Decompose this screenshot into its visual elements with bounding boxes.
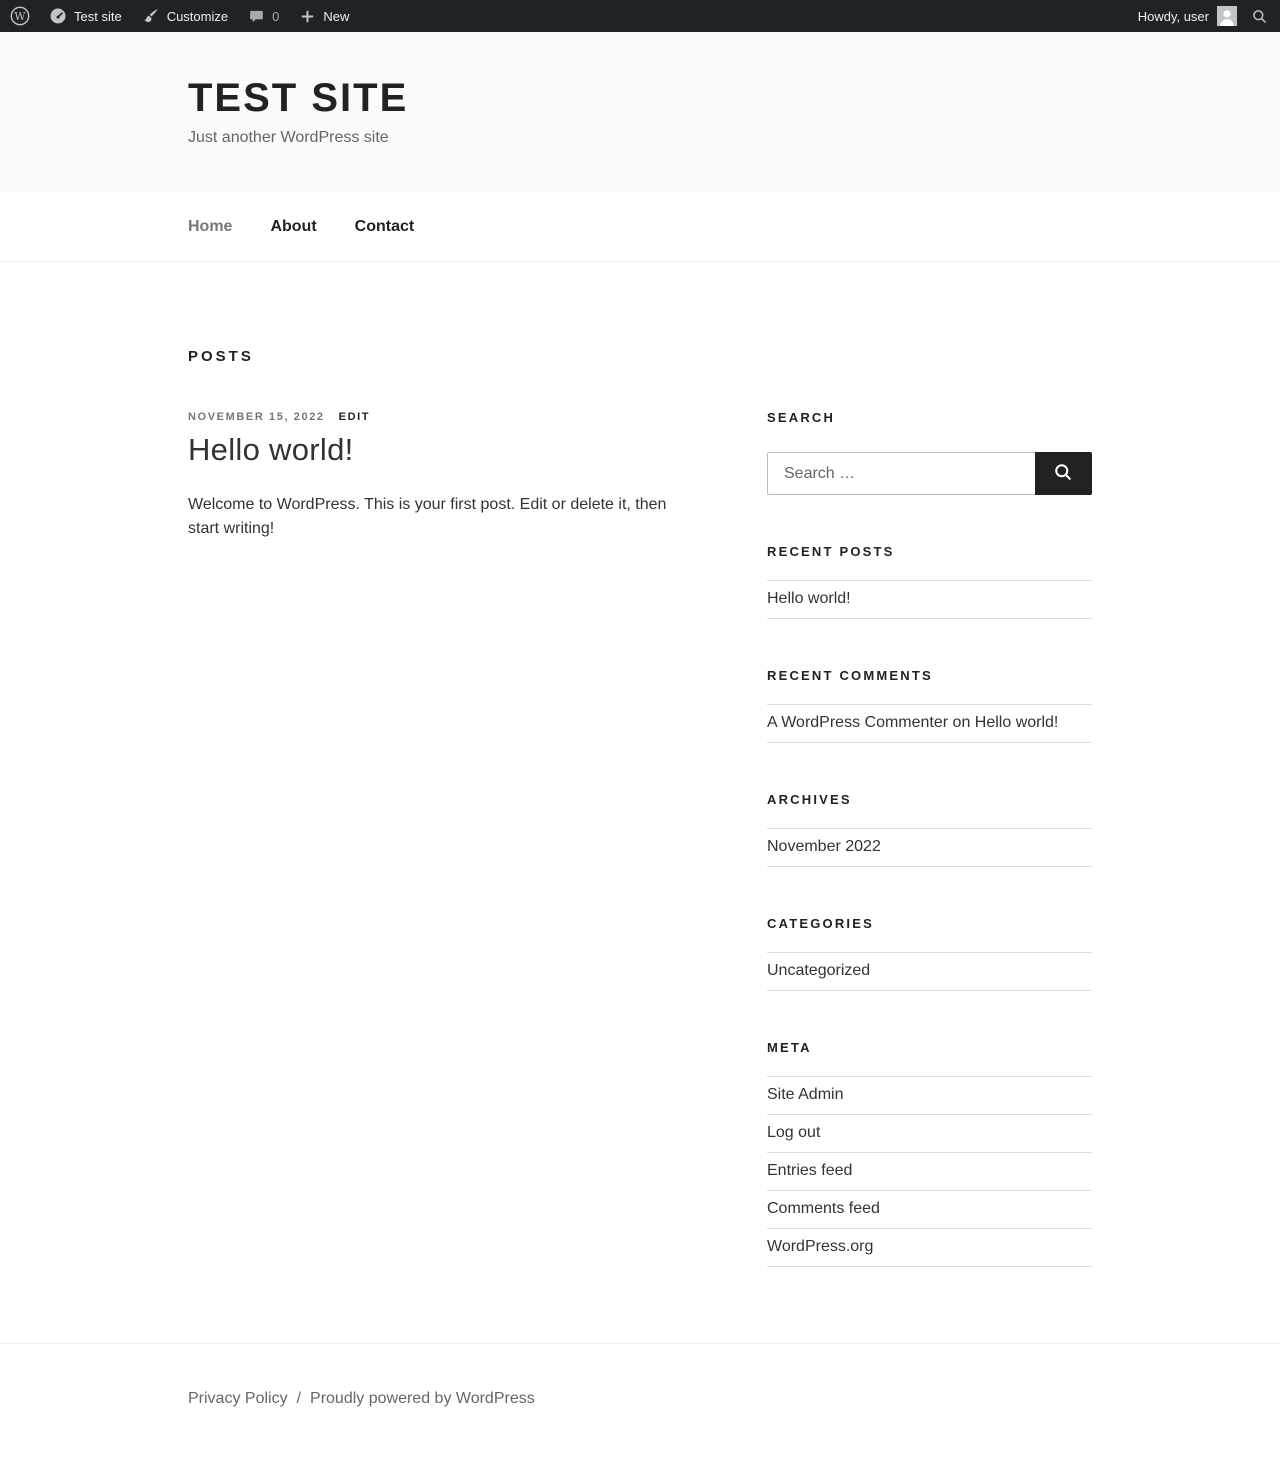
svg-text:W: W xyxy=(14,9,26,23)
sidebar xyxy=(767,348,1092,1267)
adminbar-site-menu[interactable] xyxy=(39,0,132,32)
adminbar-new[interactable] xyxy=(289,0,359,32)
adminbar-search-toggle[interactable] xyxy=(1245,0,1280,32)
meta-site-admin-link[interactable]: Site Admin xyxy=(767,1086,844,1103)
recent-comments-widget xyxy=(767,668,1092,743)
comment-post-link[interactable]: Hello world! xyxy=(974,714,1059,731)
categories-title: CATEGORIES xyxy=(767,916,874,931)
wp-admin-bar xyxy=(0,0,1280,32)
search-widget xyxy=(767,410,1092,495)
adminbar-new-label: New xyxy=(323,8,350,24)
list-item xyxy=(767,1229,1092,1267)
page-title: POSTS xyxy=(188,348,254,365)
wordpress-logo-icon xyxy=(10,6,30,26)
adminbar-customize-label: Customize xyxy=(166,8,229,24)
meta-log-out-link[interactable]: Log out xyxy=(767,1124,821,1141)
nav-item-home[interactable]: Home xyxy=(188,218,233,235)
list-item xyxy=(767,1115,1092,1153)
list-item xyxy=(767,1077,1092,1115)
post-date-link[interactable]: NOVEMBER 15, 2022 xyxy=(188,411,325,423)
wordpress-logo-menu[interactable] xyxy=(0,0,39,32)
list-item xyxy=(767,581,1092,619)
paintbrush-icon xyxy=(142,7,160,25)
archives-title: ARCHIVES xyxy=(767,792,852,807)
archives-widget xyxy=(767,792,1092,867)
nav-item-about[interactable]: About xyxy=(270,218,317,235)
archive-link[interactable]: November 2022 xyxy=(767,838,881,855)
list-item xyxy=(767,705,1092,743)
list-item xyxy=(767,953,1092,991)
meta-title: META xyxy=(767,1040,812,1055)
search-form xyxy=(767,452,1092,495)
site-tagline: Just another WordPress site xyxy=(188,129,389,146)
recent-posts-widget xyxy=(767,544,1092,619)
adminbar-account-menu[interactable] xyxy=(1128,0,1245,32)
recent-posts-title: RECENT POSTS xyxy=(767,544,895,559)
recent-post-link[interactable]: Hello world! xyxy=(767,590,851,607)
plus-icon xyxy=(299,8,316,25)
list-item xyxy=(767,1153,1092,1191)
footer-separator: / xyxy=(296,1390,302,1407)
comment-author-link[interactable]: A WordPress Commenter xyxy=(767,714,949,731)
dashboard-gauge-icon xyxy=(49,7,67,25)
comment-bubble-icon xyxy=(248,8,265,25)
nav-item-contact[interactable]: Contact xyxy=(354,218,415,235)
list-item xyxy=(767,1191,1092,1229)
meta-comments-feed-link[interactable]: Comments feed xyxy=(767,1200,880,1217)
adminbar-comments[interactable] xyxy=(238,0,289,32)
search-icon xyxy=(1251,8,1268,25)
site-footer xyxy=(0,1343,1280,1464)
search-icon xyxy=(1053,462,1074,486)
adminbar-howdy-text: Howdy, user xyxy=(1137,8,1209,24)
powered-by-link[interactable]: Proudly powered by WordPress xyxy=(310,1390,535,1407)
avatar xyxy=(1217,6,1237,26)
site-header xyxy=(0,32,1280,193)
primary-column xyxy=(188,348,681,541)
category-link[interactable]: Uncategorized xyxy=(767,962,871,979)
meta-entries-feed-link[interactable]: Entries feed xyxy=(767,1162,853,1179)
categories-widget xyxy=(767,916,1092,991)
meta-widget xyxy=(767,1040,1092,1267)
post-article xyxy=(188,411,681,541)
recent-comments-title: RECENT COMMENTS xyxy=(767,668,933,683)
post-body: Welcome to WordPress. This is your first post. Edit or delete it, then start writing! xyxy=(188,496,667,537)
adminbar-site-name: Test site xyxy=(74,8,122,24)
comment-connector: on xyxy=(948,714,975,731)
site-title-link[interactable]: TEST SITE xyxy=(188,76,409,120)
meta-wordpress-org-link[interactable]: WordPress.org xyxy=(767,1238,874,1255)
privacy-policy-link[interactable]: Privacy Policy xyxy=(188,1390,288,1407)
adminbar-customize[interactable] xyxy=(132,0,238,32)
search-submit-button[interactable] xyxy=(1035,452,1092,495)
search-widget-title: SEARCH xyxy=(767,410,836,425)
adminbar-comments-count: 0 xyxy=(272,8,280,24)
post-edit-link[interactable]: EDIT xyxy=(338,411,371,423)
post-title-link[interactable]: Hello world! xyxy=(188,432,354,467)
list-item xyxy=(767,829,1092,867)
main-navigation xyxy=(0,193,1280,262)
